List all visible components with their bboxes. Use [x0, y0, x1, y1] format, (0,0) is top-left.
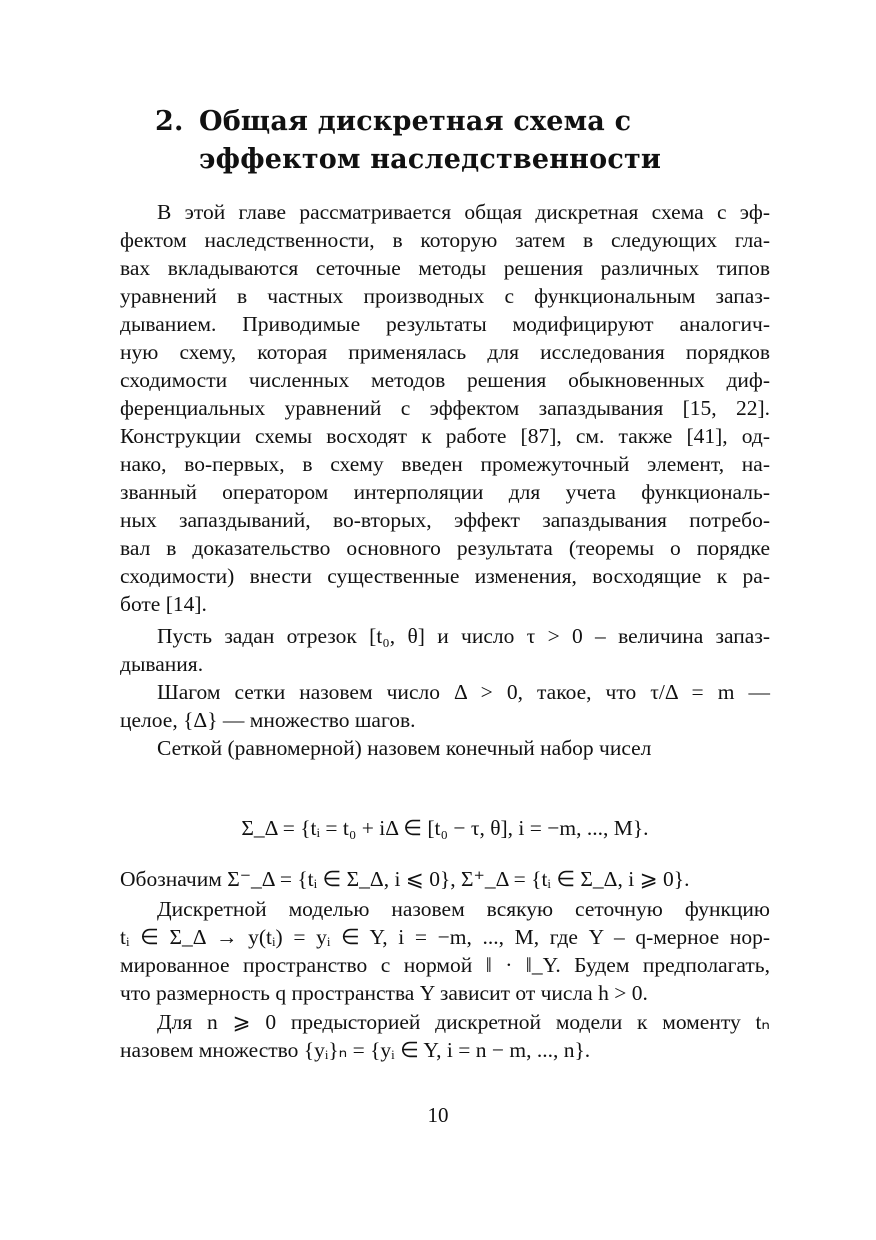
text-line: Для n ⩾ 0 предысторией дискретной модели к моменту tₙ: [157, 1010, 770, 1034]
text-line: целое, {Δ} — множество шагов.: [120, 708, 416, 732]
text-line: дыванием. Приводимые результаты модифицируют аналогич-: [120, 312, 770, 336]
display-formula: Σ_Δ = {tᵢ = t₀ + iΔ ∈ [t₀ − τ, θ], i = −m, ..., M}.: [241, 816, 649, 840]
text-line: нако, во-первых, в схему введен промежуточный элемент, на-: [120, 452, 770, 476]
text-line: tᵢ ∈ Σ_Δ → y(tᵢ) = yᵢ ∈ Y, i = −m, ..., M, где Y – q-мерное нор-: [120, 925, 770, 949]
text-line: Шагом сетки назовем число Δ > 0, такое, что τ/Δ = m —: [157, 680, 770, 704]
text-line: вал в доказательство основного результата (теоремы о порядке: [120, 536, 770, 560]
text-line: фектом наследственности, в которую затем в следующих гла-: [120, 228, 770, 252]
text-line: Конструкции схемы восходят к работе [87], см. также [41], од-: [120, 424, 770, 448]
text-line: уравнений в частных производных с функциональным запаз-: [120, 284, 770, 308]
text-line: вах вкладываются сеточные методы решения различных типов: [120, 256, 770, 280]
text-line: Сеткой (равномерной) назовем конечный набор чисел: [157, 736, 652, 760]
section-title: Общая дискретная схема с эффектом наследственности: [199, 106, 662, 175]
text-line: Дискретной моделью назовем всякую сеточную функцию: [157, 897, 770, 921]
text-line: ференциальных уравнений с эффектом запаздывания [15, 22].: [120, 396, 770, 420]
text-line: сходимости) внести существенные изменения, восходящие к ра-: [120, 564, 770, 588]
text-line: В этой главе рассматривается общая дискретная схема с эф-: [157, 200, 770, 224]
text-line: сходимости численных методов решения обыкновенных диф-: [120, 368, 770, 392]
page-number: 10: [427, 1103, 449, 1127]
text-line: званный оператором интерполяции для учета функциональ-: [120, 480, 770, 504]
text-line: назовем множество {yᵢ}ₙ = {yᵢ ∈ Y, i = n − m, ..., n}.: [120, 1038, 591, 1062]
section-number: 2.: [155, 106, 184, 137]
text-line: Пусть задан отрезок [t₀, θ] и число τ > 0 – величина запаз-: [157, 624, 770, 648]
text-line: ных запаздываний, во-вторых, эффект запаздывания потребо-: [120, 508, 770, 532]
text-line: Обозначим Σ⁻_Δ = {tᵢ ∈ Σ_Δ, i ⩽ 0}, Σ⁺_Δ = {tᵢ ∈ Σ_Δ, i ⩾ 0}.: [120, 867, 690, 891]
text-line: дывания.: [120, 652, 204, 676]
text-line: что размерность q пространства Y зависит от числа h > 0.: [120, 981, 648, 1005]
text-line: боте [14].: [120, 592, 207, 616]
text-line: ную схему, которая применялась для исследования порядков: [120, 340, 770, 364]
text-line: мированное пространство с нормой ‖ · ‖_Y. Будем предполагать,: [120, 953, 770, 977]
